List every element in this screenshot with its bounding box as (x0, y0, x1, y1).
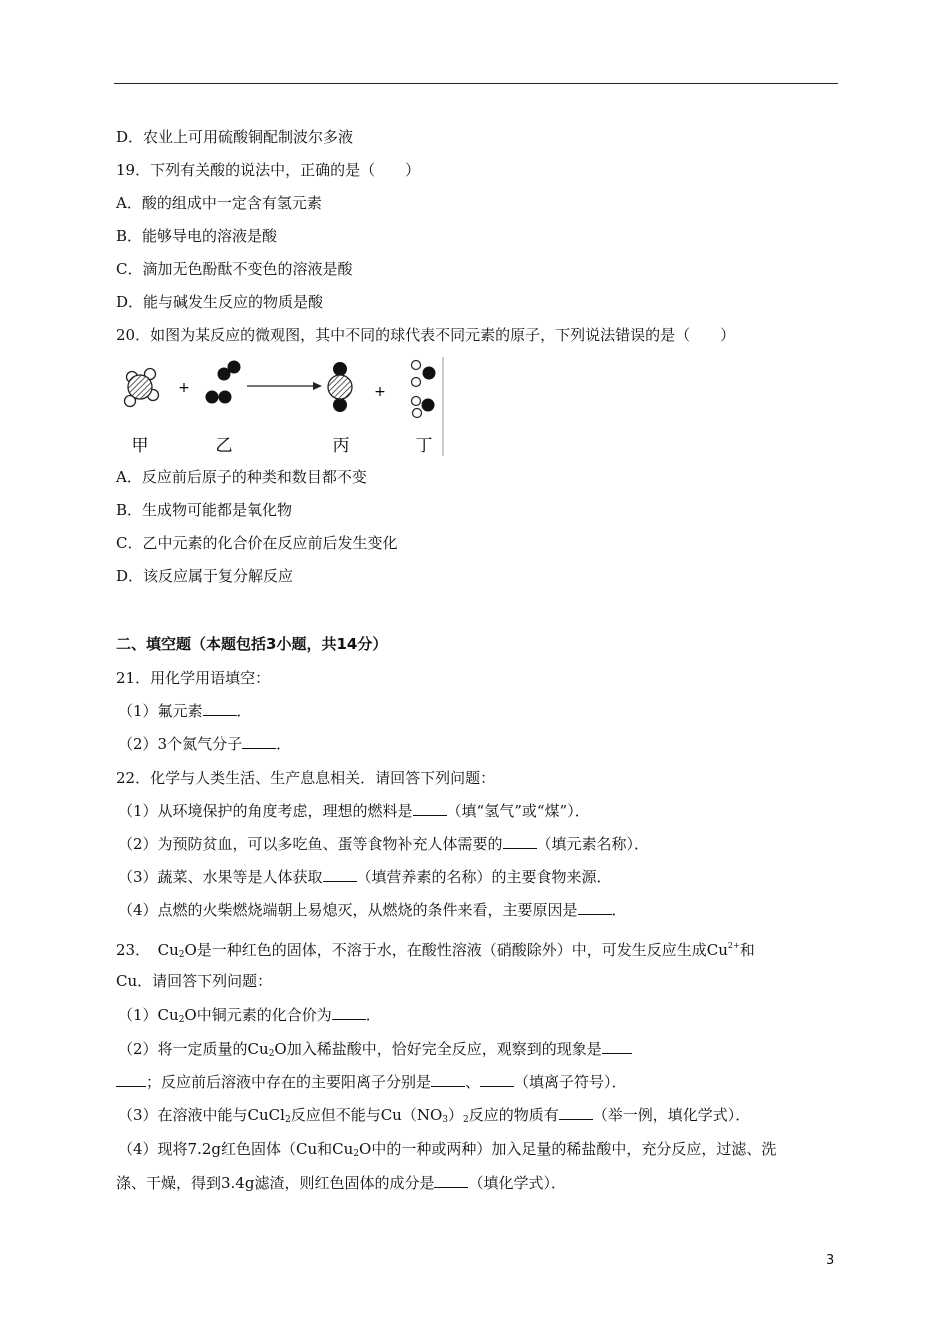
q22-p3-hint: （填营养素的名称）的主要食物来源． (356, 868, 612, 886)
q19-option-b: B．能够导电的溶液是酸 (116, 227, 278, 245)
q23-part-4 (118, 1138, 776, 1165)
q23-p4-b: O中的一种或两种）加入足量的稀盐酸中，充分反应，过滤、洗 (359, 1140, 777, 1158)
answer-blank[interactable] (203, 701, 237, 716)
q23-part-2 (118, 1038, 632, 1065)
q23-p3-d: 反应的物质有 (468, 1106, 559, 1124)
page-number: 3 (826, 1253, 835, 1268)
q20-option-a: A．反应前后原子的种类和数目都不变 (116, 468, 367, 486)
molecule-jia (125, 369, 159, 407)
q20-stem: 20．如图为某反应的微观图，其中不同的球代表不同元素的原子，下列说法错误的是（ ） (116, 326, 736, 344)
subscript: 2 (268, 1049, 275, 1059)
reaction-diagram-svg (110, 355, 450, 458)
q23-p1-a: （1）Cu (118, 1006, 179, 1024)
answer-blank[interactable] (559, 1105, 593, 1120)
q21-part-2: （2）3个氮气分子 ． (118, 735, 292, 753)
q21-p2-text: （2）3个氮气分子 (118, 735, 243, 753)
q22-part-3 (118, 866, 612, 888)
q23-stem-c: 和 (739, 941, 755, 959)
subscript: 2 (284, 1115, 291, 1125)
answer-blank[interactable] (332, 1005, 366, 1020)
q22-p1-hint: （填“氢气”或“煤”）． (446, 802, 590, 820)
q19-option-a: A．酸的组成中一定含有氢元素 (116, 194, 322, 212)
answer-blank[interactable] (431, 1072, 465, 1087)
q19-stem: 19．下列有关酸的说法中，正确的是（ ） (116, 161, 421, 179)
q22-p2-text: （2）为预防贫血，可以多吃鱼、蛋等食物补充人体需要的 (118, 835, 503, 853)
q20-option-d: D．该反应属于复分解反应 (116, 567, 294, 585)
answer-blank[interactable] (578, 900, 612, 915)
plus-sign-1: + (178, 380, 190, 396)
reaction-arrow (247, 382, 322, 390)
label-bing: 丙 (332, 436, 350, 456)
q22-p3-text: （3）蔬菜、水果等是人体获取 (118, 868, 323, 886)
q23-p3-e: （举一例，填化学式）． (592, 1106, 751, 1124)
q23-p2-a: （2）将一定质量的Cu (118, 1040, 269, 1058)
plus-sign-2: + (374, 384, 386, 400)
q23-part-2-continued (116, 1071, 627, 1093)
q23-stem-continued: Cu．请回答下列问题： (116, 972, 273, 990)
q22-part-4: （4）点燃的火柴燃烧端朝上易熄灭，从燃烧的条件来看，主要原因是 ． (118, 901, 627, 919)
q21-p1-text: （1）氟元素 (118, 702, 203, 720)
q23-p2-d: 、 (465, 1073, 481, 1091)
q23-part-3 (118, 1104, 750, 1131)
q21-part-1: （1）氟元素 ． (118, 702, 252, 720)
subscript: 2 (178, 950, 185, 960)
q23-p3-a: （3）在溶液中能与CuCl (118, 1106, 285, 1124)
q23-p2-e: （填离子符号）． (514, 1073, 627, 1091)
answer-blank[interactable] (413, 801, 447, 816)
answer-blank[interactable] (480, 1072, 514, 1087)
q22-p4-text: （4）点燃的火柴燃烧端朝上易熄灭，从燃烧的条件来看，主要原因是 (118, 901, 578, 919)
q23-p4-a: （4）现将7.2g红色固体（Cu和Cu (118, 1140, 354, 1158)
q22-p1-text: （1）从环境保护的角度考虑，理想的燃料是 (118, 802, 413, 820)
answer-blank[interactable] (323, 867, 357, 882)
q23-part-4-continued (116, 1172, 566, 1194)
answer-blank[interactable] (434, 1173, 468, 1188)
q19-option-c: C．滴加无色酚酞不变色的溶液是酸 (116, 260, 353, 278)
q23-stem-b: O是一种红色的固体，不溶于水，在酸性溶液（硝酸除外）中，可发生反应生成Cu (184, 941, 728, 959)
answer-blank[interactable] (503, 834, 537, 849)
answer-blank[interactable] (116, 1072, 146, 1087)
header-rule (114, 83, 838, 84)
molecule-ding (412, 361, 436, 418)
q20-option-c: C．乙中元素的化合价在反应前后发生变化 (116, 534, 398, 552)
section-heading: 二、填空题（本题包括3小题，共14分） (116, 635, 388, 653)
answer-blank[interactable] (242, 734, 276, 749)
q20-option-b: B．生成物可能都是氧化物 (116, 501, 293, 519)
q19-option-d: D．能与碱发生反应的物质是酸 (116, 293, 324, 311)
superscript: 2+ (727, 941, 740, 950)
subscript: 2 (178, 1015, 185, 1025)
q23-stem-a: 23． Cu (116, 941, 179, 959)
label-jia: 甲 (131, 436, 149, 456)
q23-p1-b: O中铜元素的化合价为 (184, 1006, 332, 1024)
reaction-micro-diagram (110, 355, 450, 458)
q23-p2-c: ；反应前后溶液中存在的主要阳离子分别是 (146, 1073, 432, 1091)
q23-p4-d: （填化学式）． (468, 1174, 566, 1192)
q22-p2-hint: （填元素名称）． (536, 835, 650, 853)
q18-option-d: D．农业上可用硫酸铜配制波尔多液 (116, 128, 354, 146)
q23-part-1: $(1)Cu_2O$中铜元素的化合价为 ． (118, 1006, 381, 1025)
subscript: 2 (463, 1115, 469, 1125)
label-ding: 丁 (415, 436, 433, 456)
q21-stem: 21．用化学用语填空： (116, 669, 271, 687)
q23-p3-b: 反应但不能与Cu（NO (290, 1106, 443, 1124)
molecule-yi (206, 361, 241, 404)
q22-part-1 (118, 800, 590, 822)
q23-p2-b: O加入稀盐酸中，恰好完全反应，观察到的现象是 (274, 1040, 602, 1058)
q23-stem (116, 935, 755, 966)
label-yi: 乙 (215, 436, 233, 456)
answer-blank[interactable] (602, 1039, 632, 1054)
q23-p4-c: 涤、干燥，得到3.4g滤渣，则红色固体的成分是 (116, 1174, 435, 1192)
q23-p3-c: ） (448, 1106, 464, 1124)
subscript: 3 (442, 1115, 448, 1125)
molecule-bing (328, 362, 352, 412)
q22-part-2 (118, 833, 649, 855)
q22-stem: 22．化学与人类生活、生产息息相关．请回答下列问题： (116, 769, 496, 787)
subscript: 2 (353, 1149, 360, 1159)
